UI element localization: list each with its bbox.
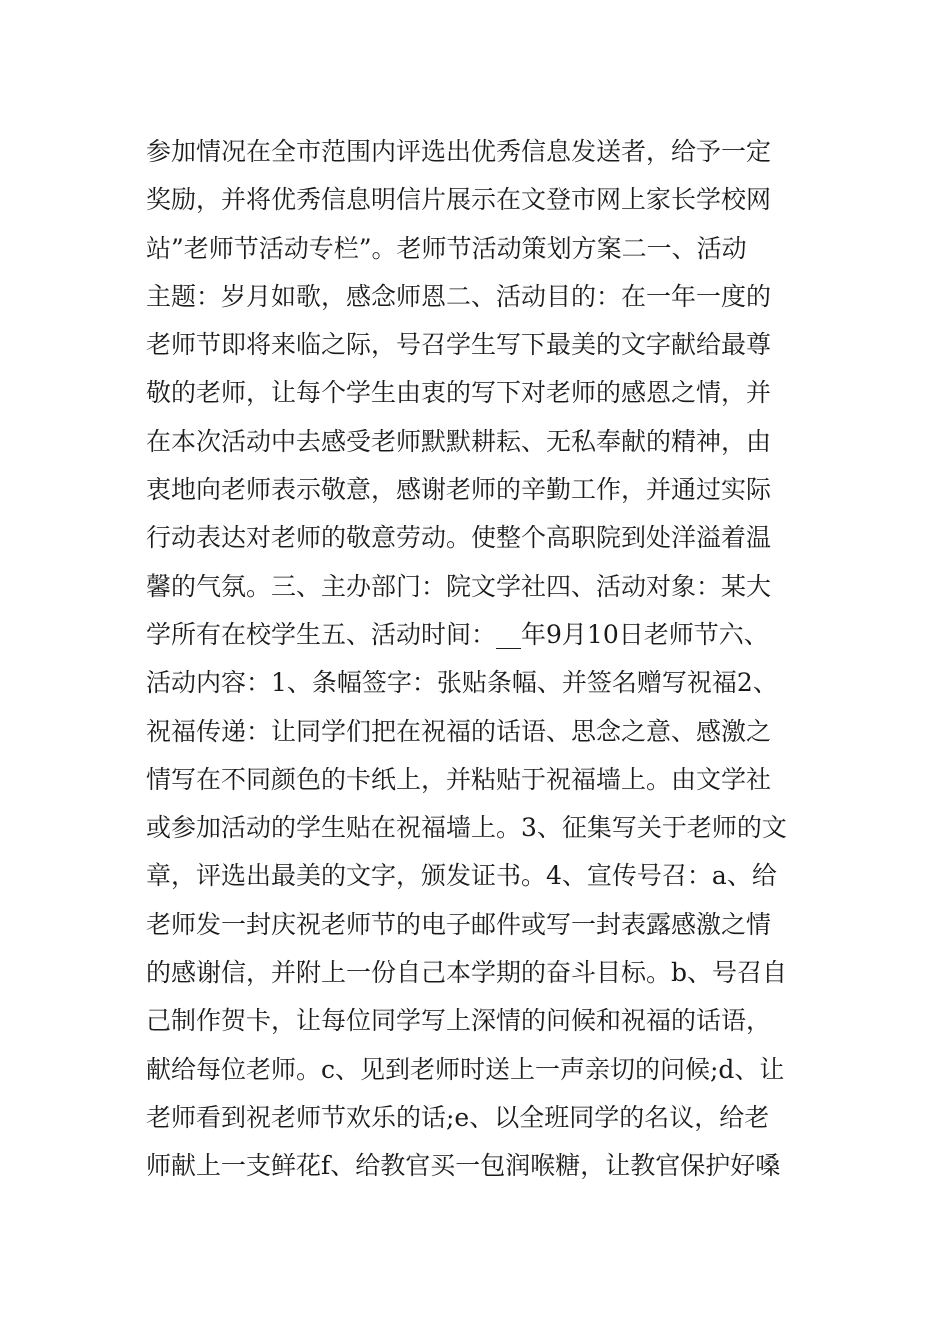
text-line-17: 老师发一封庆祝老师节的电子邮件或写一封表露感激之情 (146, 909, 772, 939)
text-line-3: 站”老师节活动专栏”。老师节活动策划方案二一、活动 (146, 233, 747, 263)
text-line-16: 章，评选出最美的文字，颁发证书。4、宣传号召：a、给 (146, 861, 777, 891)
text-line-14: 情写在不同颜色的卡纸上，并粘贴于祝福墙上。由文学社 (146, 764, 772, 794)
text-line-8: 衷地向老师表示敬意，感谢老师的辛勤工作，并通过实际 (146, 475, 772, 505)
text-line-21: 老师看到祝老师节欢乐的话;e、以全班同学的名议，给老 (146, 1102, 770, 1132)
text-line-5: 老师节即将来临之际，号召学生写下最美的文字献给最尊 (146, 330, 772, 360)
text-line-20: 献给每位老师。c、见到老师时送上一声亲切的问候;d、让 (146, 1054, 785, 1084)
text-line-2: 奖励，并将优秀信息明信片展示在文登市网上家长学校网 (146, 185, 772, 215)
text-line-12: 活动内容：1、条幅签字：张贴条幅、并签名赠写祝福2、 (146, 668, 778, 698)
text-line-18: 的感谢信，并附上一份自己本学期的奋斗目标。b、号召自 (146, 958, 788, 988)
text-line-19: 己制作贺卡，让每位同学写上深情的问候和祝福的话语， (146, 1006, 772, 1036)
text-line-11: 学所有在校学生五、活动时间：__年9月10日老师节六、 (146, 619, 769, 649)
text-line-7: 在本次活动中去感受老师默默耕耘、无私奉献的精神，由 (146, 426, 772, 456)
text-line-22: 师献上一支鲜花f、给教官买一包润喉糖，让教官保护好嗓 (146, 1151, 781, 1181)
text-line-15: 或参加活动的学生贴在祝福墙上。3、征集写关于老师的文 (146, 813, 787, 843)
text-line-4: 主题：岁月如歌，感念师恩二、活动目的：在一年一度的 (146, 281, 772, 311)
text-line-13: 祝福传递：让同学们把在祝福的话语、思念之意、感激之 (146, 716, 772, 746)
text-line-6: 敬的老师，让每个学生由衷的写下对老师的感恩之情，并 (146, 378, 772, 408)
text-line-9: 行动表达对老师的敬意劳动。使整个高职院到处洋溢着温 (146, 523, 772, 553)
body-text (146, 128, 811, 1191)
text-line-1: 参加情况在全市范围内评选出优秀信息发送者，给予一定 (146, 137, 772, 166)
text-line-10: 馨的气氛。三、主办部门：院文学社四、活动对象：某大 (146, 571, 772, 601)
